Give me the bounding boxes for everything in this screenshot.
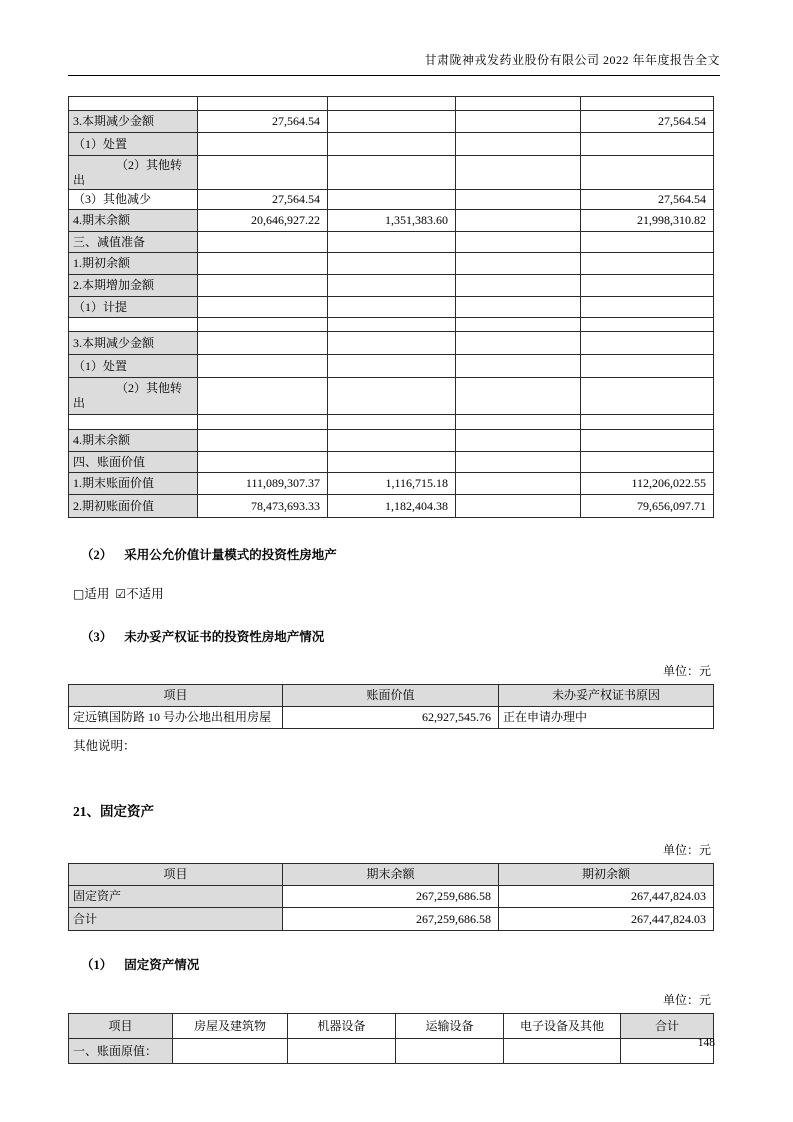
value-cell: 62,927,545.76 (283, 707, 499, 729)
value-cell (198, 133, 328, 156)
value-cell (456, 297, 581, 318)
value-cell: 1,116,715.18 (328, 473, 456, 495)
table-row (69, 210, 714, 232)
value-cell (328, 97, 456, 111)
table-row (69, 97, 714, 111)
value-cell (288, 1039, 396, 1064)
value-cell (581, 97, 714, 111)
section-heading-fixed-assets: 21、固定资产 (73, 804, 154, 819)
value-cell (328, 297, 456, 318)
value-cell (328, 232, 456, 253)
fixed-assets-detail-table (68, 1013, 714, 1064)
section-number: （1） (81, 958, 113, 972)
value-cell (581, 275, 714, 297)
value-cell (198, 415, 328, 430)
value-cell: 1,351,383.60 (328, 210, 456, 232)
value-cell (328, 430, 456, 452)
unit-label: 单位：元 (662, 993, 711, 1007)
table-row (69, 886, 714, 908)
checkbox-unchecked-icon: □ (73, 587, 85, 601)
value-cell (198, 452, 328, 473)
value-cell (396, 1039, 504, 1064)
value-cell (581, 297, 714, 318)
value-cell (456, 415, 581, 430)
row-label-cell: （1）计提 (69, 297, 198, 318)
not-applicable-label: 不适用 (126, 587, 164, 601)
section-title: 固定资产情况 (124, 958, 200, 972)
unit-label: 单位：元 (662, 843, 711, 857)
value-cell (581, 355, 714, 378)
section-number: （3） (81, 630, 113, 644)
value-cell (198, 156, 328, 190)
value-cell: 79,656,097.71 (581, 495, 714, 518)
column-header: 电子设备及其他 (504, 1014, 621, 1039)
row-label-cell: 一、账面原值： (69, 1039, 173, 1064)
value-cell (328, 275, 456, 297)
value-cell (581, 415, 714, 430)
row-label-cell: 2.本期增加金额 (69, 275, 198, 297)
value-cell (328, 318, 456, 332)
value-cell (581, 430, 714, 452)
section-heading-fair-value-model (68, 545, 725, 563)
value-cell (198, 318, 328, 332)
value-cell (198, 297, 328, 318)
table-row (69, 415, 714, 430)
investment-property-movement-table (68, 96, 714, 518)
table-row (69, 190, 714, 210)
other-note-label: 其他说明： (73, 739, 136, 753)
value-cell (581, 452, 714, 473)
section-number: （2） (81, 548, 113, 562)
value-cell: 112,206,022.55 (581, 473, 714, 495)
table-row (69, 332, 714, 355)
value-cell: 78,473,693.33 (198, 495, 328, 518)
row-label-cell: 三、减值准备 (69, 232, 198, 253)
value-cell: 267,259,686.58 (283, 886, 499, 908)
applicable-label: 适用 (84, 587, 110, 601)
value-cell (456, 133, 581, 156)
row-label-cell: 固定资产 (69, 886, 283, 908)
value-cell (198, 355, 328, 378)
value-cell (456, 495, 581, 518)
table-row (69, 355, 714, 378)
value-cell: 267,259,686.58 (283, 908, 499, 931)
value-cell: 20,646,927.22 (198, 210, 328, 232)
applicability-line (68, 584, 725, 602)
table-row (69, 452, 714, 473)
column-header: 项目 (69, 864, 283, 886)
value-cell (581, 378, 714, 415)
value-cell (456, 452, 581, 473)
section-title: 采用公允价值计量模式的投资性房地产 (124, 548, 337, 562)
value-cell (456, 275, 581, 297)
table-row (69, 232, 714, 253)
value-cell (456, 332, 581, 355)
table-row (69, 318, 714, 332)
value-cell (504, 1039, 621, 1064)
value-cell (328, 355, 456, 378)
value-cell (328, 190, 456, 210)
value-cell (198, 378, 328, 415)
row-label-cell: 3.本期减少金额 (69, 332, 198, 355)
value-cell (456, 318, 581, 332)
value-cell (456, 232, 581, 253)
value-cell (456, 97, 581, 111)
value-cell (581, 253, 714, 275)
row-label-cell: （2）其他转出 (69, 156, 198, 190)
value-cell (581, 156, 714, 190)
table-row (69, 156, 714, 190)
table-row (69, 908, 714, 931)
value-cell (456, 473, 581, 495)
value-cell (456, 210, 581, 232)
value-cell (198, 430, 328, 452)
row-label-cell (69, 318, 198, 332)
table-row (69, 275, 714, 297)
section-heading-unregistered-property (68, 627, 725, 645)
row-label-cell: 四、账面价值 (69, 452, 198, 473)
row-label-cell: 2.期初账面价值 (69, 495, 198, 518)
column-header: 项目 (69, 1014, 173, 1039)
value-cell (581, 318, 714, 332)
unregistered-property-table (68, 684, 714, 729)
row-label-cell: 3.本期减少金额 (69, 111, 198, 133)
value-cell (581, 232, 714, 253)
value-cell (198, 253, 328, 275)
page-header (68, 52, 720, 76)
value-cell (328, 415, 456, 430)
report-header-title: 甘肃陇神戎发药业股份有限公司 2022 年年度报告全文 (424, 53, 720, 67)
value-cell: 27,564.54 (581, 111, 714, 133)
value-cell (198, 232, 328, 253)
value-cell (456, 378, 581, 415)
column-header: 期初余额 (499, 864, 714, 886)
table-row (69, 707, 714, 729)
row-label-cell: （2）其他转出 (69, 378, 198, 415)
value-cell (198, 332, 328, 355)
table-row (69, 111, 714, 133)
row-label-cell (69, 415, 198, 430)
section-title: 未办妥产权证书的投资性房地产情况 (124, 630, 325, 644)
table-row (69, 253, 714, 275)
value-cell (198, 275, 328, 297)
value-cell (328, 111, 456, 133)
value-cell (328, 452, 456, 473)
row-label-cell: （1）处置 (69, 133, 198, 156)
value-cell: 111,089,307.37 (198, 473, 328, 495)
page-number: 148 (697, 1037, 715, 1049)
value-cell: 27,564.54 (198, 190, 328, 210)
header-rule (68, 75, 720, 76)
row-label-cell: 合计 (69, 908, 283, 931)
unit-label: 单位：元 (662, 664, 711, 678)
value-cell (581, 332, 714, 355)
column-header: 项目 (69, 685, 283, 707)
table-row (69, 1039, 714, 1064)
row-label-cell: 4.期末余额 (69, 430, 198, 452)
column-header: 未办妥产权证书原因 (499, 685, 714, 707)
table-row (69, 378, 714, 415)
section-heading-fixed-assets-detail (68, 955, 725, 973)
value-cell (173, 1039, 288, 1064)
value-cell: 21,998,310.82 (581, 210, 714, 232)
column-header: 房屋及建筑物 (173, 1014, 288, 1039)
value-cell (328, 156, 456, 190)
value-cell (456, 430, 581, 452)
value-cell (328, 332, 456, 355)
value-cell (456, 253, 581, 275)
value-cell (456, 111, 581, 133)
value-cell: 267,447,824.03 (499, 908, 714, 931)
value-cell (456, 156, 581, 190)
checkbox-checked-icon: ☑ (115, 587, 127, 601)
row-label-cell: 4.期末余额 (69, 210, 198, 232)
fixed-assets-summary-table (68, 863, 714, 931)
value-cell: 27,564.54 (581, 190, 714, 210)
row-label-cell: 1.期末账面价值 (69, 473, 198, 495)
value-cell (198, 97, 328, 111)
value-cell (581, 133, 714, 156)
value-cell (456, 190, 581, 210)
row-label-cell: 1.期初余额 (69, 253, 198, 275)
row-label-cell: （3）其他减少 (69, 190, 198, 210)
table-row (69, 430, 714, 452)
value-cell (328, 378, 456, 415)
row-label-cell (69, 97, 198, 111)
value-cell: 正在申请办理中 (499, 707, 714, 729)
column-header: 运输设备 (396, 1014, 504, 1039)
value-cell: 27,564.54 (198, 111, 328, 133)
row-label-cell: （1）处置 (69, 355, 198, 378)
table-row (69, 495, 714, 518)
value-cell (328, 133, 456, 156)
row-label-cell: 定远镇国防路 10 号办公地出租用房屋 (69, 707, 283, 729)
table-row (69, 297, 714, 318)
table-row (69, 473, 714, 495)
column-header: 期末余额 (283, 864, 499, 886)
column-header: 账面价值 (283, 685, 499, 707)
column-header: 合计 (621, 1014, 714, 1039)
value-cell: 1,182,404.38 (328, 495, 456, 518)
value-cell (456, 355, 581, 378)
column-header: 机器设备 (288, 1014, 396, 1039)
table-row (69, 133, 714, 156)
value-cell: 267,447,824.03 (499, 886, 714, 908)
value-cell (328, 253, 456, 275)
